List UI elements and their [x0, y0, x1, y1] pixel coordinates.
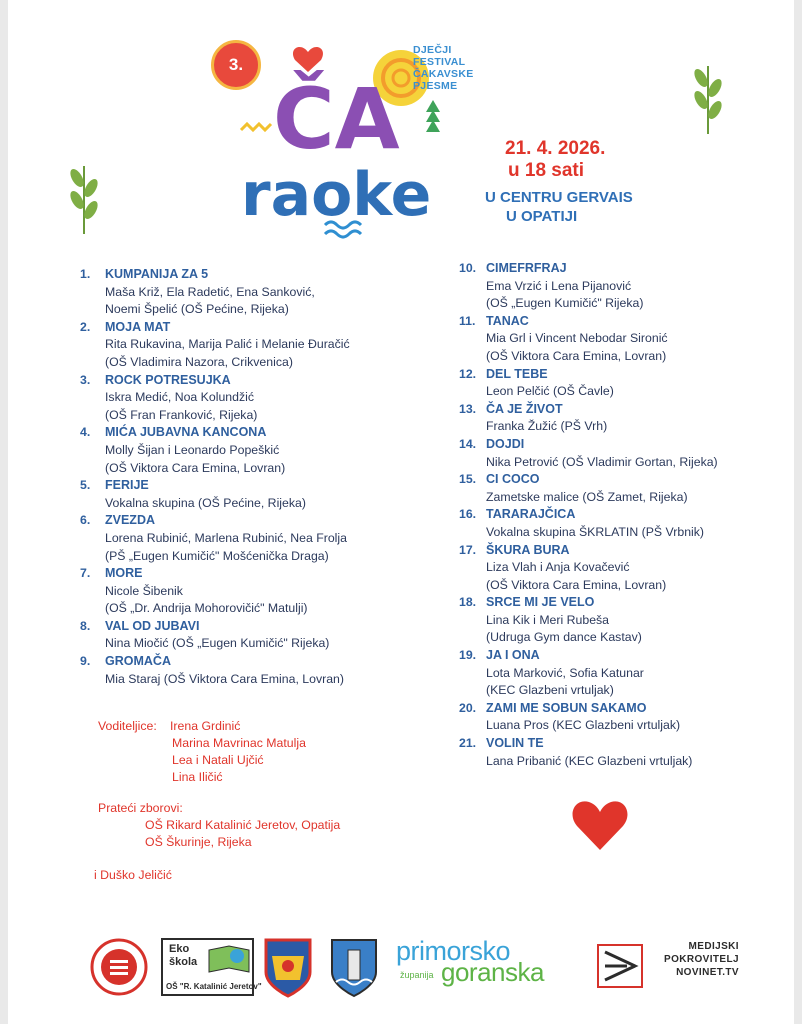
program-item — [459, 647, 799, 700]
item-number: 8. — [80, 618, 91, 633]
choir-name: OŠ Škurinje, Rijeka — [145, 835, 252, 849]
event-time-line: u 18 sati — [508, 160, 585, 181]
school-seal-icon — [90, 938, 148, 996]
item-number: 17. — [459, 542, 477, 557]
performer-line: Nika Petrović (OŠ Vladimir Gortan, Rijeka) — [486, 454, 718, 469]
song-title: MORE — [105, 566, 143, 581]
performer-line: (OŠ „Dr. Andrija Mohorovičić" Matulji) — [105, 601, 308, 616]
item-number: 6. — [80, 513, 91, 528]
performer-line: Franka Žužić (PŠ Vrh) — [486, 419, 608, 434]
event-date — [505, 138, 605, 182]
performer-line: Vokalna skupina (OŠ Pećine, Rijeka) — [105, 495, 306, 510]
performer-line: Leon Pelčić (OŠ Čavle) — [486, 384, 614, 399]
event-date-line: 21. 4. 2026. — [505, 138, 606, 159]
program-list-right — [459, 260, 799, 770]
program-item — [459, 260, 799, 313]
performer-line: Noemi Špelić (OŠ Pećine, Rijeka) — [105, 302, 289, 317]
item-number: 4. — [80, 425, 91, 440]
performer-line: Mia Staraj (OŠ Viktora Cara Emina, Lovran) — [105, 671, 344, 686]
program-item — [459, 542, 799, 595]
program-item — [459, 700, 799, 735]
program-item — [80, 618, 440, 653]
item-number: 7. — [80, 566, 91, 581]
performer-line: (OŠ Fran Franković, Rijeka) — [105, 407, 258, 422]
festival-line: ČAKAVSKE — [413, 68, 474, 80]
item-number: 21. — [459, 736, 477, 751]
performer-line: Rita Rukavina, Marija Palić i Melanie Đuračić — [105, 337, 350, 352]
item-number: 3. — [80, 372, 91, 387]
song-title: ZVEZDA — [105, 513, 155, 528]
song-title: SRCE MI JE VELO — [486, 595, 595, 610]
item-number: 15. — [459, 472, 477, 487]
song-title: GROMAČA — [105, 654, 171, 669]
performer-line: Zametske malice (OŠ Zamet, Rijeka) — [486, 489, 688, 504]
item-number: 1. — [80, 267, 91, 281]
song-title: TANAC — [486, 313, 529, 328]
performer-line: Nicole Šibenik — [105, 583, 183, 598]
festival-name — [413, 44, 474, 92]
song-title: CI COCO — [486, 472, 540, 487]
program-item — [459, 401, 799, 436]
song-title: MOJA MAT — [105, 319, 171, 334]
program-item — [459, 506, 799, 541]
program-item — [459, 735, 799, 770]
item-number: 18. — [459, 595, 477, 610]
extra-credit: i Duško Jeličić — [94, 868, 172, 882]
host-name: Lina Iličić — [172, 770, 223, 784]
event-place-line: U CENTRU GERVAIS — [485, 189, 633, 206]
item-number: 19. — [459, 648, 477, 663]
performer-line: Luana Pros (KEC Glazbeni vrtuljak) — [486, 718, 681, 733]
event-place-line: U OPATIJI — [506, 208, 578, 225]
eko-label: Eko — [169, 943, 190, 955]
logo-raoke: raoke — [241, 160, 432, 230]
festival-line: FESTIVAL — [413, 56, 466, 68]
performer-line: Vokalna skupina ŠKRLATIN (PŠ Vrbnik) — [486, 524, 705, 539]
item-number: 13. — [459, 401, 477, 416]
performer-line: Mia Grl i Vincent Nebodar Sironić — [486, 331, 668, 346]
item-number: 14. — [459, 436, 477, 451]
novinet-logo-icon — [597, 944, 643, 988]
book-icon — [207, 942, 251, 978]
program-item — [80, 565, 440, 618]
program-item — [459, 594, 799, 647]
song-title: ŠKURA BURA — [486, 542, 570, 557]
item-number: 20. — [459, 700, 477, 715]
host-name: Irena Grdinić — [170, 719, 241, 733]
song-title: ROCK POTRESUJKA — [105, 372, 231, 387]
host-name: Lea i Natali Ujčić — [172, 753, 264, 767]
performer-line: (PŠ „Eugen Kumičić" Mošćenička Draga) — [105, 548, 329, 563]
media-line: MEDIJSKI — [688, 941, 739, 952]
performer-line: Nina Miočić (OŠ „Eugen Kumičić" Rijeka) — [105, 636, 330, 651]
event-place — [485, 188, 633, 226]
logo-ca: ČA — [273, 70, 400, 168]
item-number: 10. — [459, 261, 477, 275]
festival-line: DJEČJI — [413, 44, 452, 56]
song-title: TARARAJČICA — [486, 507, 576, 522]
performer-line: Molly Šijan i Leonardo Popeškić — [105, 442, 280, 457]
performer-line: Lorena Rubinić, Marlena Rubinić, Nea Frolja — [105, 530, 347, 545]
program-item — [80, 477, 440, 512]
song-title: FERIJE — [105, 478, 149, 493]
performer-line: (OŠ Viktora Cara Emina, Lovran) — [105, 460, 286, 475]
program-item — [80, 266, 440, 319]
performer-line: (OŠ Viktora Cara Emina, Lovran) — [486, 348, 667, 363]
item-number: 11. — [459, 313, 476, 328]
right-leaf-icon — [690, 58, 726, 134]
logo-heart-icon — [293, 47, 323, 72]
item-number: 9. — [80, 654, 91, 669]
opatija-crest-icon — [262, 936, 314, 998]
song-title: DEL TEBE — [486, 366, 548, 381]
performer-line: Lana Pribanić (KEC Glazbeni vrtuljak) — [486, 753, 693, 768]
program-item — [80, 424, 440, 477]
performer-line: Iskra Medić, Noa Kolundžić — [105, 390, 254, 405]
choir-name: OŠ Rikard Katalinić Jeretov, Opatija — [145, 818, 341, 832]
program-item — [80, 512, 440, 565]
performer-line: (OŠ Vladimira Nazora, Crikvenica) — [105, 354, 293, 369]
media-sponsor — [664, 940, 739, 979]
county-crest-icon — [328, 936, 380, 998]
poster-page — [8, 0, 794, 1024]
program-item — [80, 653, 440, 688]
program-item — [80, 372, 440, 425]
edition-number: 3. — [228, 55, 244, 74]
logo-zigzag — [241, 124, 271, 130]
media-line: NOVINET.TV — [676, 967, 739, 978]
heart-icon — [571, 798, 629, 852]
performer-line: Ema Vrzić i Lena Pijanović — [486, 278, 632, 293]
item-number: 2. — [80, 319, 91, 334]
performer-line: (KEC Glazbeni vrtuljak) — [486, 683, 614, 698]
song-title: VAL OD JUBAVI — [105, 618, 200, 633]
festival-line: PJESME — [413, 80, 458, 92]
program-item — [459, 436, 799, 471]
song-title: JA I ONA — [486, 648, 540, 663]
song-title: MIĆA JUBAVNA KANCONA — [105, 425, 267, 440]
eko-skola-logo — [161, 938, 262, 996]
program-item — [459, 471, 799, 506]
program-item — [459, 313, 799, 366]
song-title: KUMPANIJA ZA 5 — [105, 267, 209, 281]
choirs-label: Prateći zborovi: — [98, 801, 183, 815]
program-item — [80, 319, 440, 372]
hosts-label: Voditeljice: — [98, 719, 157, 733]
goranska-label: goranska — [441, 957, 544, 987]
media-line: POKROVITELJ — [664, 954, 739, 965]
performer-line: Lota Marković, Sofia Katunar — [486, 665, 644, 680]
eko-school-name: OŠ "R. Katalinić Jeretov" — [166, 982, 262, 991]
performer-line: Liza Vlah i Anja Kovačević — [486, 560, 630, 575]
zupanija-label: županija — [400, 970, 434, 980]
program-item — [459, 366, 799, 401]
performer-line: (Udruga Gym dance Kastav) — [486, 630, 642, 645]
performer-line: (OŠ „Eugen Kumičić" Rijeka) — [486, 296, 644, 311]
program-list-left — [80, 266, 440, 688]
performer-line: Lina Kik i Meri Rubeša — [486, 612, 610, 627]
song-title: VOLIN TE — [486, 736, 544, 751]
item-number: 5. — [80, 478, 91, 493]
host-name: Marina Mavrinac Matulja — [172, 736, 306, 750]
left-leaf-icon — [66, 158, 102, 234]
performer-line: Maša Križ, Ela Radetić, Ena Sanković, — [105, 284, 315, 299]
primorsko-label: primorsko — [396, 936, 511, 966]
skola-label: škola — [169, 956, 198, 968]
item-number: 16. — [459, 507, 477, 522]
song-title: ZAMI ME SOBUN SAKAMO — [486, 700, 647, 715]
song-title: ČA JE ŽIVOT — [486, 401, 563, 416]
song-title: DOJDI — [486, 436, 525, 451]
item-number: 12. — [459, 366, 477, 381]
song-title: CIMEFRFRAJ — [486, 261, 567, 275]
performer-line: (OŠ Viktora Cara Emina, Lovran) — [486, 577, 667, 592]
